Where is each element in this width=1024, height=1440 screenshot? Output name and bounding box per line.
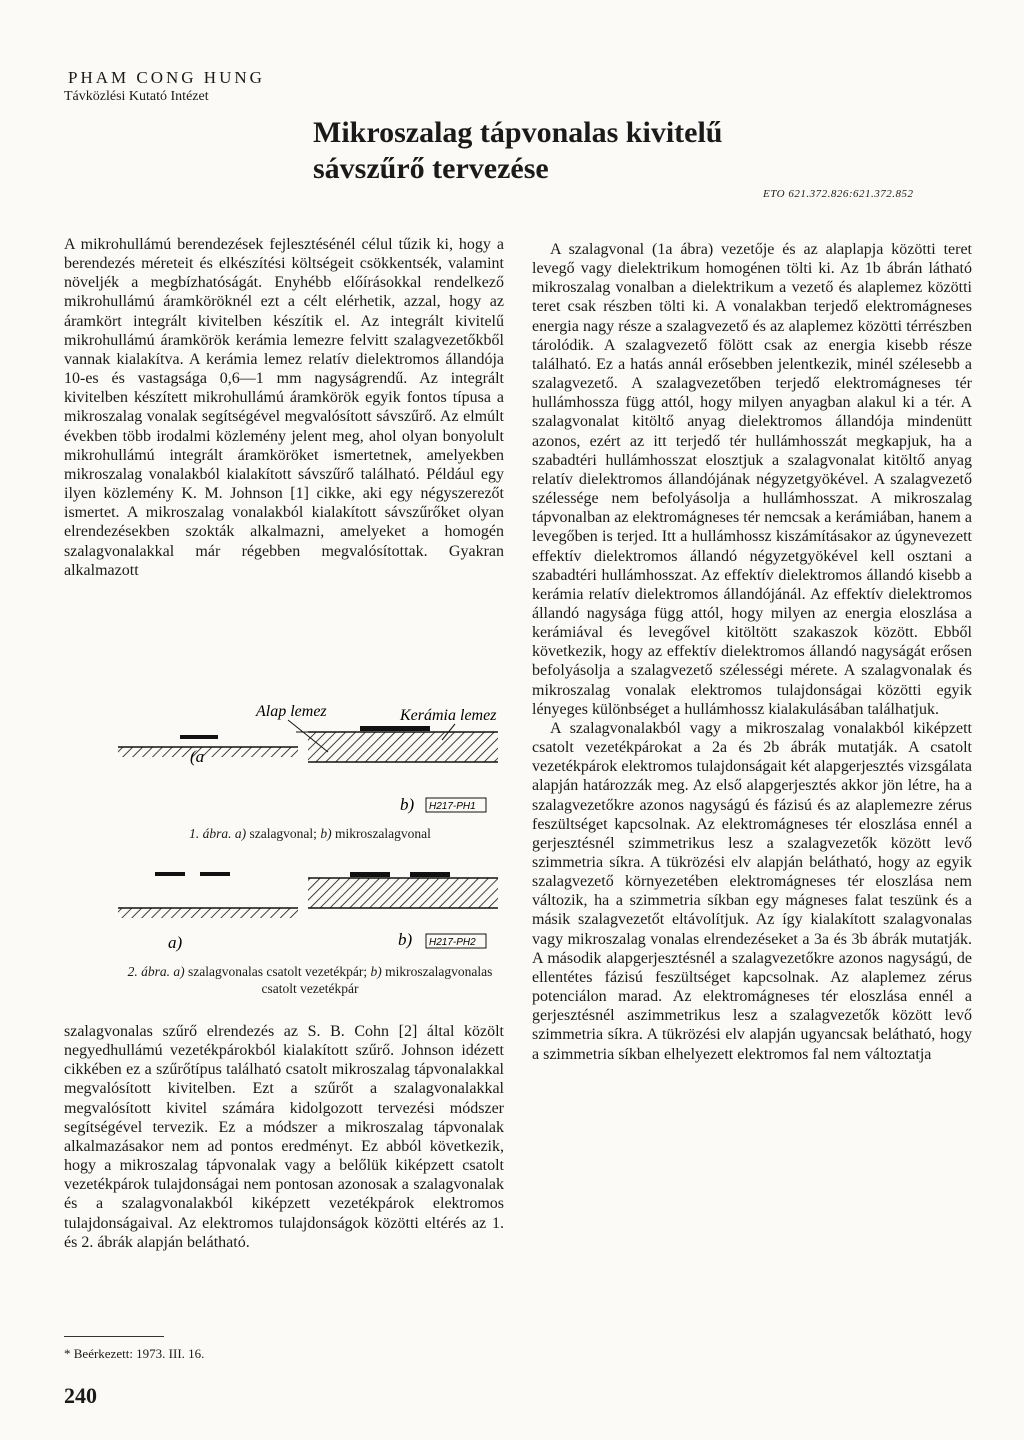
footnote-rule	[64, 1336, 164, 1337]
figure-1-caption-number: 1. ábra.	[189, 826, 232, 841]
footnote: * Beérkezett: 1973. III. 16.	[64, 1346, 205, 1361]
figure-1-caption	[110, 826, 510, 842]
figure-2-caption-a: a)	[173, 964, 185, 979]
figure-1-code: H217-PH1	[429, 801, 476, 812]
title-line-1: Mikroszalag tápvonalas kivitelű	[313, 116, 723, 149]
figure-2	[110, 860, 510, 960]
body-paragraph: szalagvonalas szűrő elrendezés az S. B. Cohn [2] által közölt negyedhullámú vezetékpárokból kialakított szűrő. Johnson idézett cikkében ez a szűrőtípus található csatolt mikroszalag tápvonalakkal megvalósított kivitelben. Ezt a szűrőt a szalagvonalakkal megvalósított kivitel számára kidolgozott tervezési módszer segítségével tervezik. Ez a módszer a mikroszalag tápvonalak alkalmazásakor nem ad pontos eredményt. Ez abból következik, hogy a mikroszalag tápvonalak vagy a belőlük kiképzett csatolt vezetékpárok tulajdonságai nem pontosan azonosak a szalagvonalak és a szalagvonalakból kiképzett vezetékpárok elektromos tulajdonságaival. Az elektromos tulajdonságok közötti eltérés az 1. és 2. ábrák alapján belátható.	[64, 1023, 504, 1251]
figure-2-caption	[110, 963, 510, 997]
udc-code: ETO 621.372.826:621.372.852	[763, 188, 914, 200]
figure-2-caption-a-text: szalagvonalas csatolt vezetékpár;	[188, 964, 368, 979]
figure-2a-coupled-stripline	[118, 872, 298, 952]
figure-1-caption-a-text: szalagvonal;	[249, 826, 317, 841]
article-title	[313, 115, 722, 187]
figure-1-label-a: (a	[190, 747, 205, 766]
figure-1b-microstrip	[255, 703, 498, 814]
left-column-bottom	[64, 1022, 504, 1252]
figure-2b-coupled-microstrip	[308, 872, 498, 949]
figure-2-label-b: b)	[398, 930, 413, 949]
body-paragraph: A szalagvonal (1a ábra) vezetője és az alaplapja közötti teret levegő vagy dielektrikum homogénen tölti ki. Az 1b ábrán látható mikroszalag vonalban a dielektrikum a vezető és alaplemez közötti teret csak részben tölti ki. A vonalakban terjedő elektromágneses energia nagy része a szalagvezető és az alaplemez közötti térrészben tárolódik. A szalagvezető fölött csak az energia kisebb része található. Ez a hatás annál erősebben jelentkezik, minél szélesebb a szalagvezető. A szalagvezetőben terjedő elektromágneses tér hullámhossza függ attól, hogy milyen anyagban alakul ki a tér. A szalagvonalat kitöltő anyag dielektromos állandója mindenütt azonos, ezért az itt terjedő tér hullámhosszát megkapjuk, ha a szabadtéri hullámhosszat elosztjuk a szalagvonalat kitöltő anyag relatív dielektromos állandójának négyzetgyökével. A szalagvezető szélessége nem befolyásolja a hullámhosszat. A mikroszalag tápvonalban az elektromágneses tér nemcsak a kerámiában, hanem a levegőben is terjed. Itt a hullámhossz kiszámításakor az úgynevezett effektív dielektromos állandó négyzetgyökével kell osztani a szabadtéri hullámhosszat. Az effektív dielektromos állandó kisebb a kerámia relatív dielektromos állandójánál. Az effektív dielektromos állandó nagysága függ attól, hogy milyen az energia eloszlása a kerámiával és levegővel kitöltött szakaszok között. Ebből következik, hogy az effektív dielektromos állandó nagyságát erősen befolyásolja a szalagvezető szélességi mérete. A szalagvonalak és mikroszalag vonalak elektromos tulajdonságai közötti egyik lényeges különbséget a hullámhossz kialakulásában találhatjuk.	[532, 241, 972, 718]
body-paragraph: A mikrohullámú berendezések fejlesztésénél célul tűzik ki, hogy a berendezés méreteit és elkészítési költségeit csökkentsék, valamint növeljék a megbízhatóságát. Enyhébb előírásokkal rendelkező mikrohullámú áramköröknél ezt a célt elérhetik, azzal, hogy az áramkört integrált kivitelben készítik el. Az integrált kivitelű mikrohullámú áramkörök kerámia lemezre felvitt szalagvezetőkből vannak kialakítva. A kerámia lemez relatív dielektromos állandója 10-es és vastagsága 0,6—1 mm nagyságrendű. Az integrált kivitelben készített mikrohullámú áramkörök egyik fontos típusa a mikroszalag vonalak segítségével megvalósított sávszűrő. Az elmúlt években több irodalmi közlemény jelent meg, ahol olyan bonyolult mikrohullámú integrált áramköröket ismertetnek, amelyekben mikroszalag vonalakból kialakított sávszűrő található. Például egy ilyen közlemény K. M. Johnson [1] cikke, aki egy négyszerezőt ismertet. A mikroszalag vonalakból kialakított sávszűrőket olyan elrendezésekben szokták alkalmazni, amelyeket a homogén szalagvonalakkal már régebben megvalósítottak. Gyakran alkalmazott	[64, 236, 504, 579]
figure-2-label-a: a)	[168, 933, 183, 952]
left-column-top	[64, 235, 504, 580]
figure-1-caption-b: b)	[320, 826, 332, 841]
figure-2-caption-b-text: mikroszalagvonalas csatolt vezetékpár	[261, 964, 493, 996]
figure-1-label-b: b)	[400, 795, 415, 814]
figure-2-code: H217-PH2	[429, 937, 476, 948]
title-line-2: sávszűrő tervezése	[313, 152, 549, 185]
figure-1a-stripline	[118, 735, 298, 766]
body-paragraph: A szalagvonalakból vagy a mikroszalag vonalakból kiképzett csatolt vezetékpárokat a 2a és 2b ábrák mutatják. A csatolt vezetékpárok elektromos tulajdonságait két alapgerjesztés vizsgálata alapján határozzák meg. Az első alapgerjesztés akkor jön létre, ha a szalagvezetőkre azonos nagyságú és fázisú és az alaplemezre zérus feszültséget kapcsolnak. Az elektromágneses tér eloszlása ennél a gerjesztésnél szimmetrikus lesz a szalagvezetők között levő szimmetria síkra. A tükrözési elv alapján belátható, hogy az egyik szalagvezető környezetében elektromágneses tér eloszlása nem változik, ha a szimmetria síkban egy mágneses falat teszünk és a másik szalagvezetőt eltávolítjuk. Az így kialakított szalagvonalas vagy mikroszalag vonalas elrendezéseket a 3a és 3b ábrák mutatják. A második alapgerjesztésnél a szalagvezetőkre azonos nagyságú, de ellentétes fázisú feszültséget kapcsolnak. Az alaplemez zérus potenciálon marad. Az elektromágneses tér eloszlása ennél a gerjesztésnél aszimmetrikus lesz a szalagvezetők között levő szimmetria síkra. A tükrözési elv alapján ugyancsak belátható, hogy a szimmetria síkban elhelyezett elektromos fal nem változtatja	[532, 719, 972, 1063]
figure-1-caption-a: a)	[234, 826, 247, 841]
figure-2-caption-number: 2. ábra.	[127, 964, 170, 979]
figure-1-label-keramia: Kerámia lemez	[400, 707, 497, 724]
page-number: 240	[64, 1383, 97, 1408]
author: PHAM CONG HUNG	[68, 68, 265, 87]
figure-1-label-alap: Alap lemez	[256, 703, 327, 720]
figure-1-caption-b-text: mikroszalagvonal	[334, 826, 431, 841]
figure-1	[110, 690, 510, 820]
right-column	[532, 240, 972, 1064]
affiliation: Távközlési Kutató Intézet	[64, 89, 209, 104]
figure-2-caption-b: b)	[370, 964, 382, 979]
